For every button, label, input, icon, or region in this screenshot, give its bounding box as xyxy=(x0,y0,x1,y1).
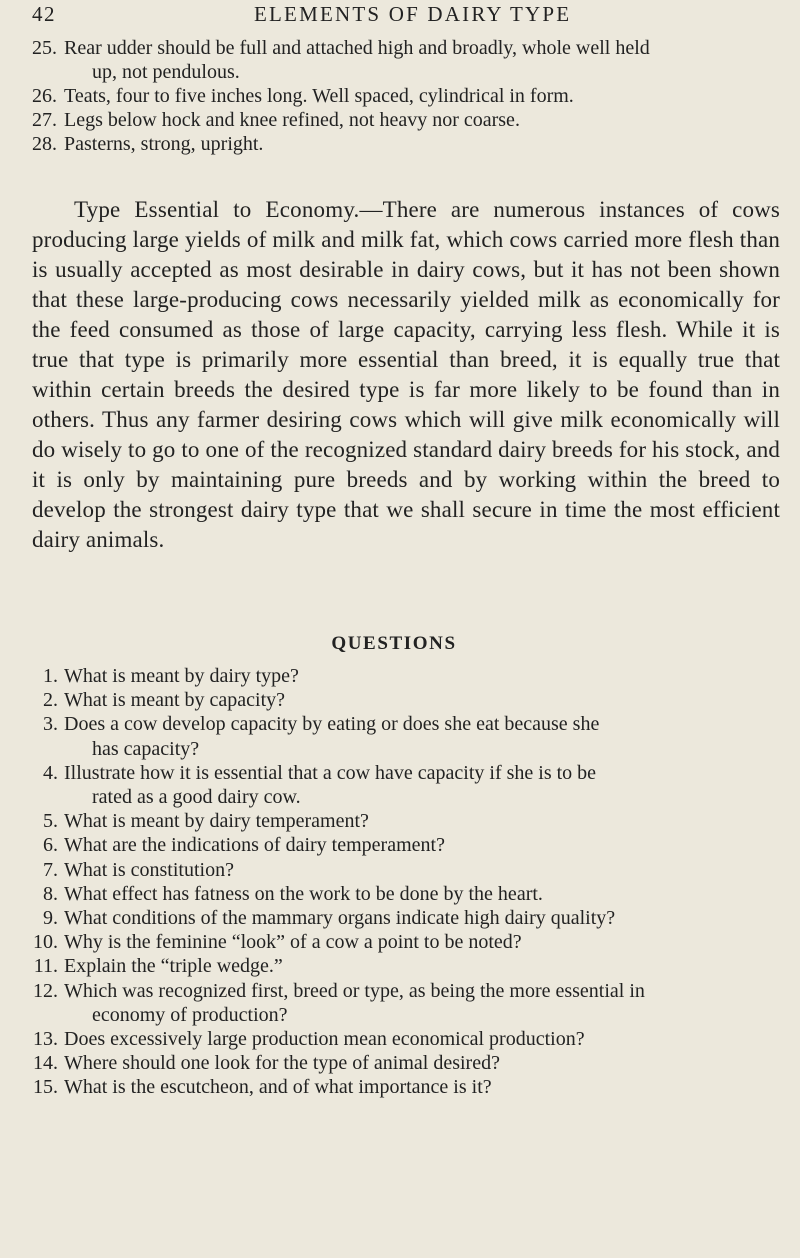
question-item xyxy=(32,906,777,930)
question-text: Does excessively large production mean economical production? xyxy=(64,1028,585,1051)
question-number: 8. xyxy=(43,882,58,905)
question-number: 13. xyxy=(33,1028,58,1051)
body-paragraph xyxy=(32,195,780,555)
question-item xyxy=(32,1075,777,1099)
question-number: 12. xyxy=(33,979,58,1002)
question-item xyxy=(32,664,777,688)
paragraph-body: —There are numerous instances of cows producing large yields of milk and milk fat, which cows carried more flesh than is usually accepted as most desirable in dairy cows, but it has not been shown that these large-producing cows necessarily yielded milk as economically for the feed consumed as those of large capacity, carrying less flesh. While it is true that type is primarily more essential than breed, it is equally true that within certain breeds the desired type is far more likely to be found than in others. Thus any farmer desiring cows which will give milk economically will do wisely to go to one of the recognized standard dairy breeds for his stock, and it is only by maintaining pure breeds and by working within the breed to develop the strongest dairy type that we shall secure in time the most efficient dairy animals. xyxy=(32,197,780,552)
question-item xyxy=(32,1051,777,1075)
question-text: Does a cow develop capacity by eating or does she eat because she xyxy=(64,713,600,736)
question-text: What is constitution? xyxy=(64,858,234,881)
item-text-continued: up, not pendulous. xyxy=(92,61,240,83)
question-text: What is meant by dairy type? xyxy=(64,665,299,687)
question-number: 6. xyxy=(43,834,58,857)
question-text: What is meant by capacity? xyxy=(64,689,286,712)
question-item xyxy=(32,688,777,712)
list-item xyxy=(32,108,777,132)
question-item xyxy=(32,979,777,1027)
question-item xyxy=(32,858,777,882)
question-item xyxy=(32,809,777,833)
question-text: What is meant by dairy temperament? xyxy=(64,810,369,833)
question-number: 14. xyxy=(33,1052,58,1075)
question-text: Which was recognized first, breed or type, as being the more essential in xyxy=(64,979,645,1002)
question-number: 11. xyxy=(33,955,58,978)
question-text: Explain the “triple wedge.” xyxy=(64,955,283,978)
item-text: Pasterns, strong, upright. xyxy=(64,133,264,155)
item-text: Teats, four to five inches long. Well spaced, cylindrical in form. xyxy=(64,85,574,107)
question-item xyxy=(32,833,777,857)
question-text: Why is the feminine “look” of a cow a point to be noted? xyxy=(64,931,522,954)
question-item xyxy=(32,930,777,954)
question-text: What conditions of the mammary organs indicate high dairy quality? xyxy=(64,907,616,930)
question-text: Where should one look for the type of animal desired? xyxy=(64,1052,500,1075)
question-item xyxy=(32,954,777,978)
paragraph-title: Type Essential to Economy. xyxy=(74,197,360,222)
question-number: 7. xyxy=(43,858,58,881)
question-number: 5. xyxy=(43,810,58,833)
question-number: 4. xyxy=(43,761,58,784)
list-item xyxy=(32,84,777,108)
questions-list xyxy=(32,664,777,1100)
question-number: 9. xyxy=(43,907,58,930)
item-text: Rear udder should be full and attached high and broadly, whole well held xyxy=(64,37,650,59)
list-item xyxy=(32,132,777,156)
criteria-list xyxy=(32,36,777,156)
item-number: 27. xyxy=(32,109,57,131)
question-number: 15. xyxy=(33,1076,58,1099)
question-text-continued: economy of production? xyxy=(92,1003,288,1026)
question-number: 2. xyxy=(43,689,58,712)
item-number: 26. xyxy=(32,85,57,107)
question-item xyxy=(32,1027,777,1051)
question-text-continued: rated as a good dairy cow. xyxy=(92,786,301,809)
question-item xyxy=(32,882,777,906)
question-number: 3. xyxy=(43,713,58,736)
item-text: Legs below hock and knee refined, not heavy nor coarse. xyxy=(64,109,520,131)
question-text: What are the indications of dairy temperament? xyxy=(64,834,445,857)
question-item xyxy=(32,761,777,809)
question-text: What is the escutcheon, and of what importance is it? xyxy=(64,1076,492,1099)
question-text: What effect has fatness on the work to be done by the heart. xyxy=(64,882,543,905)
item-number: 28. xyxy=(32,133,57,155)
list-item xyxy=(32,36,777,84)
page-number: 42 xyxy=(32,2,56,26)
question-text: Illustrate how it is essential that a cow have capacity if she is to be xyxy=(64,761,597,784)
question-text-continued: has capacity? xyxy=(92,737,200,760)
item-number: 25. xyxy=(32,37,57,59)
question-number: 10. xyxy=(33,931,58,954)
questions-heading xyxy=(0,633,800,655)
page-header xyxy=(32,2,770,30)
question-number: 1. xyxy=(43,665,58,687)
question-item xyxy=(32,712,777,760)
running-head: ELEMENTS OF DAIRY TYPE xyxy=(254,2,572,26)
questions-heading-text: QUESTIONS xyxy=(331,633,457,654)
